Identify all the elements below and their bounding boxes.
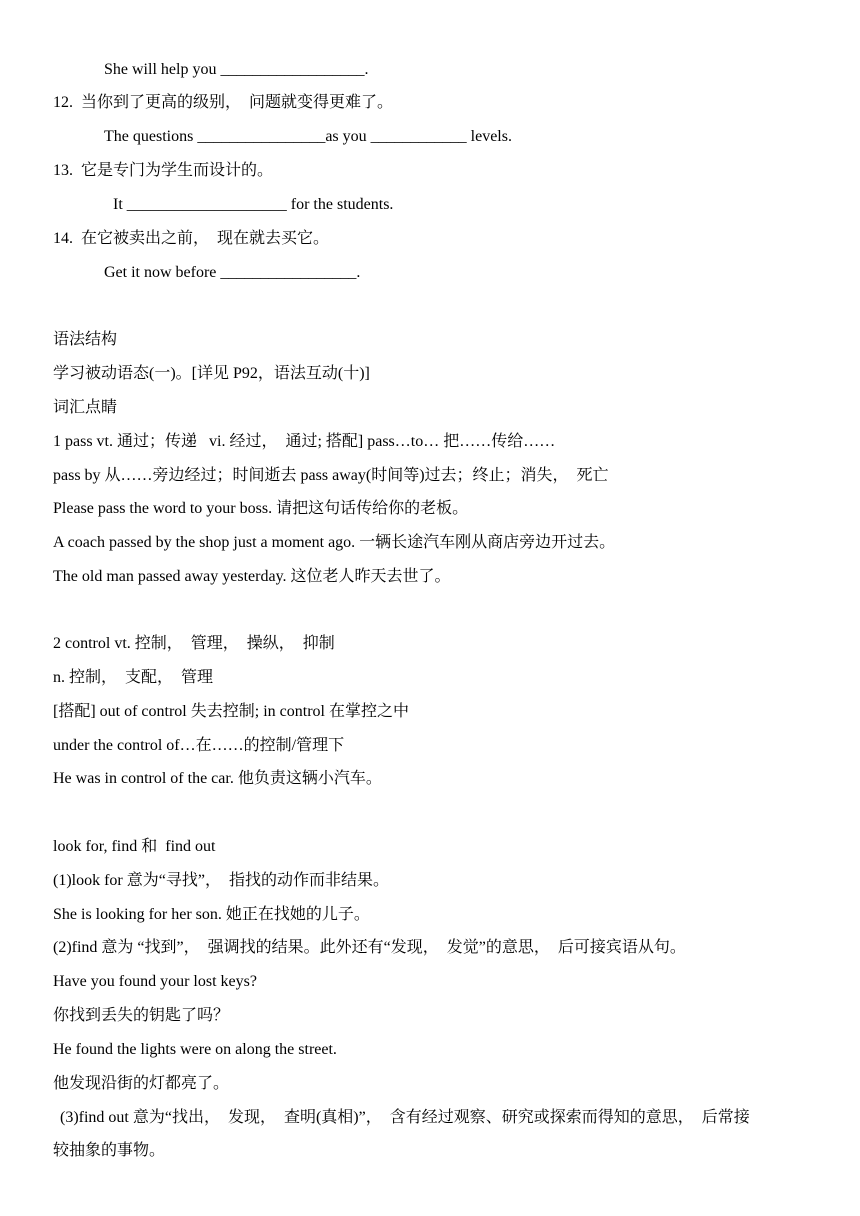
vocab-line: look for, find 和 find out [53, 838, 216, 855]
section-heading-grammar: 语法结构 [53, 331, 118, 348]
vocab-line: 1 pass vt. 通过；传递 vi. 经过， 通过; 搭配] pass…to… 把……传给…… [53, 433, 556, 450]
vocab-line: 2 control vt. 控制， 管理， 操纵， 抑制 [53, 635, 335, 652]
section-heading-vocab: 词汇点睛 [53, 399, 118, 416]
example-sentence: He was in control of the car. 他负责这辆小汽车。 [53, 770, 382, 787]
exercise-answer-line: She will help you __________________. [104, 61, 369, 78]
exercise-answer-line: Get it now before _________________. [104, 264, 361, 281]
grammar-line: 学习被动语态(一)。[详见 P92，语法互动(十)] [53, 365, 370, 382]
vocab-line: 较抽象的事物。 [53, 1142, 166, 1159]
vocab-line: (2)find 意为 “找到”， 强调找的结果。此外还有“发现， 发觉”的意思， 后可接宾语从句。 [53, 939, 686, 956]
vocab-line: pass by 从……旁边经过；时间逝去 pass away(时间等)过去；终止；消失， 死亡 [53, 467, 609, 484]
exercise-number: 14. [53, 230, 73, 247]
exercise-number: 13. [53, 162, 73, 179]
exercise-13 [53, 161, 273, 181]
vocab-line: (3)find out 意为“找出， 发现， 查明(真相)”， 含有经过观察、研究或探索而得知的意思， 后常接 [60, 1109, 750, 1126]
example-sentence: She is looking for her son. 她正在找她的儿子。 [53, 906, 370, 923]
exercise-answer-line: The questions ________________as you ____________ levels. [104, 128, 512, 145]
exercise-chinese: 在它被卖出之前， 现在就去买它。 [81, 230, 330, 247]
example-translation: 他发现沿街的灯都亮了。 [53, 1075, 230, 1092]
example-sentence: He found the lights were on along the street. [53, 1041, 337, 1058]
exercise-14 [53, 229, 329, 249]
vocab-line: [搭配] out of control 失去控制; in control 在掌控之中 [53, 703, 409, 720]
exercise-chinese: 当你到了更高的级别， 问题就变得更难了。 [81, 94, 394, 111]
exercise-number: 12. [53, 94, 73, 111]
vocab-line: under the control of…在……的控制/管理下 [53, 737, 345, 754]
exercise-chinese: 它是专门为学生而设计的。 [81, 162, 274, 179]
vocab-line: (1)look for 意为“寻找”， 指找的动作而非结果。 [53, 872, 389, 889]
example-translation: 你找到丢失的钥匙了吗？ [53, 1007, 230, 1024]
exercise-answer-line: It ____________________ for the students. [113, 196, 394, 213]
example-sentence: Have you found your lost keys? [53, 973, 257, 990]
example-sentence: Please pass the word to your boss. 请把这句话传给你的老板。 [53, 500, 469, 517]
example-sentence: A coach passed by the shop just a moment ago. 一辆长途汽车刚从商店旁边开过去。 [53, 534, 616, 551]
example-sentence: The old man passed away yesterday. 这位老人昨天去世了。 [53, 568, 451, 585]
exercise-12 [53, 93, 393, 113]
vocab-line: n. 控制， 支配， 管理 [53, 669, 214, 686]
